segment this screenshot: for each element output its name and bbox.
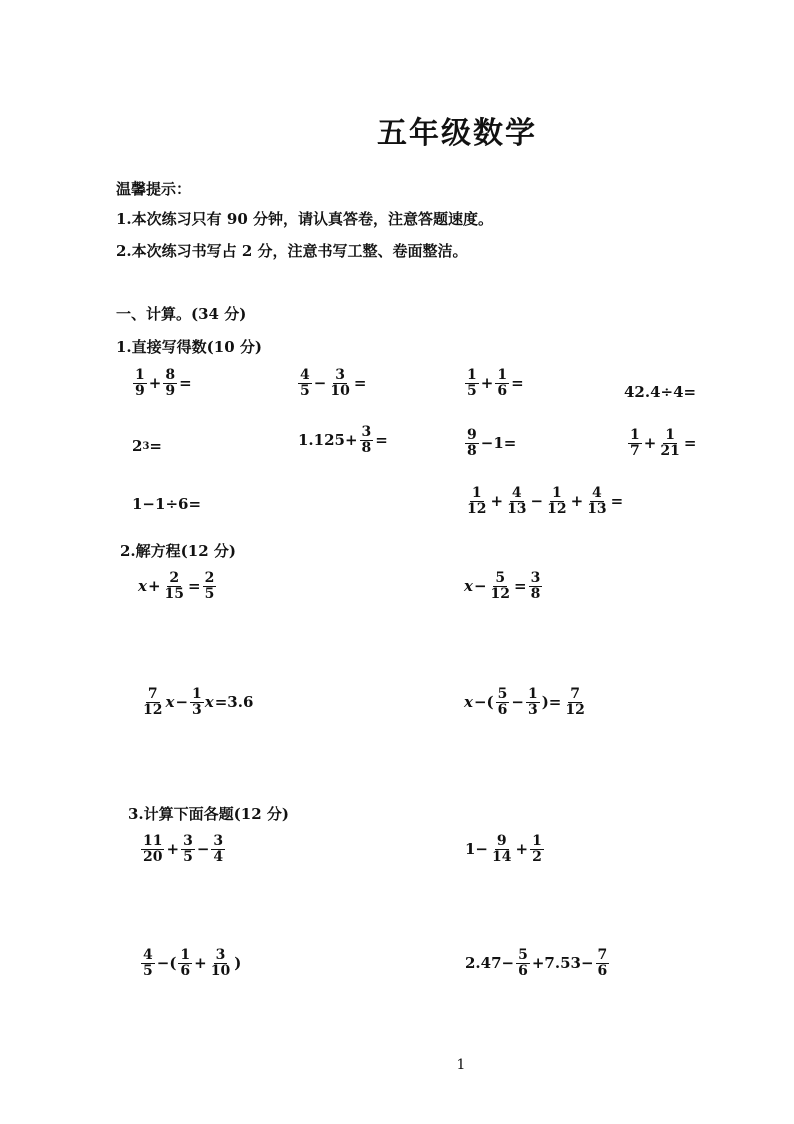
numerator: 9 xyxy=(467,427,477,443)
fraction xyxy=(211,834,225,864)
tips-heading: 温馨提示： xyxy=(116,180,192,198)
expression-prefix: 1− xyxy=(465,840,489,859)
denominator: 20 xyxy=(143,848,163,865)
fraction xyxy=(505,486,528,516)
fraction xyxy=(141,834,164,864)
fraction xyxy=(529,571,543,601)
base: 2 xyxy=(132,437,143,455)
numerator: 4 xyxy=(592,485,602,501)
denominator: 12 xyxy=(565,701,585,718)
fraction xyxy=(465,368,479,398)
operator: + xyxy=(515,840,529,859)
numerator: 1 xyxy=(467,367,477,383)
numerator: 3 xyxy=(530,570,541,586)
denominator: 5 xyxy=(300,382,310,399)
tip-line-2: 2.本次练习书写占 2 分，注意书写工整、卷面整洁。 xyxy=(116,242,468,260)
operator: −( xyxy=(156,954,177,973)
fraction xyxy=(190,687,204,717)
denominator: 12 xyxy=(490,585,511,602)
fraction xyxy=(628,428,642,458)
operator: + xyxy=(643,434,657,453)
expr-b3 xyxy=(464,428,517,458)
numerator: 7 xyxy=(570,686,580,702)
fraction xyxy=(490,834,513,864)
expression-prefix: 1.125+ xyxy=(298,431,358,450)
denominator: 21 xyxy=(660,442,680,459)
variable: x xyxy=(464,577,473,596)
operator: + xyxy=(148,374,162,393)
denominator: 12 xyxy=(143,701,163,718)
fraction xyxy=(298,368,312,398)
expr-a4 xyxy=(624,383,696,401)
denominator: 5 xyxy=(204,585,215,602)
section-1-heading: 一、计算。(34 分) xyxy=(116,305,247,323)
expression-prefix: 2.47− xyxy=(465,954,515,973)
numerator: 2 xyxy=(204,570,215,586)
operator: )= xyxy=(541,693,562,712)
expr-b4 xyxy=(627,428,697,458)
denominator: 14 xyxy=(492,848,512,865)
denominator: 7 xyxy=(630,442,640,459)
variable: x xyxy=(165,693,175,712)
denominator: 13 xyxy=(507,500,527,517)
equals-sign: = xyxy=(179,374,192,393)
denominator: 6 xyxy=(518,962,528,979)
denominator: 5 xyxy=(467,382,477,399)
fraction xyxy=(496,687,510,717)
numerator: 8 xyxy=(165,367,176,383)
part-1-heading: 1.直接写得数(10 分) xyxy=(116,338,262,356)
numerator: 1 xyxy=(551,485,562,501)
numerator: 1 xyxy=(665,427,675,443)
fraction xyxy=(585,486,608,516)
fraction xyxy=(530,834,544,864)
calc-4 xyxy=(464,948,610,978)
fraction xyxy=(596,948,610,978)
operator: + xyxy=(147,577,161,596)
operator: + xyxy=(480,374,494,393)
operator: + xyxy=(570,492,584,511)
fraction xyxy=(495,368,509,398)
fraction xyxy=(465,428,479,458)
denominator: 10 xyxy=(330,382,350,399)
fraction xyxy=(328,368,351,398)
numerator: 5 xyxy=(518,947,528,963)
numerator: 1 xyxy=(532,833,542,849)
operator: − xyxy=(511,693,524,712)
denominator: 3 xyxy=(192,701,202,718)
denominator: 6 xyxy=(180,962,191,979)
equals-sign: = xyxy=(375,431,388,450)
expr-a3 xyxy=(464,368,525,398)
expr-a1 xyxy=(132,368,193,398)
fraction xyxy=(181,834,195,864)
expr-c2 xyxy=(464,486,624,516)
numerator: 3 xyxy=(361,424,372,440)
numerator: 3 xyxy=(213,833,224,849)
denominator: 15 xyxy=(164,585,185,602)
numerator: 3 xyxy=(183,833,193,849)
denominator: 13 xyxy=(587,500,607,517)
calc-3 xyxy=(140,948,242,978)
expression-suffix: −1= xyxy=(480,434,517,453)
part-2-heading: 2.解方程(12 分) xyxy=(120,542,236,560)
fraction xyxy=(465,486,488,516)
numerator: 1 xyxy=(630,427,640,443)
denominator: 5 xyxy=(183,848,193,865)
equation-3 xyxy=(140,687,254,717)
numerator: 1 xyxy=(527,686,538,702)
numerator: 3 xyxy=(215,947,226,963)
numerator: 11 xyxy=(143,833,163,849)
operator: − xyxy=(196,840,210,859)
operator: +7.53− xyxy=(531,954,594,973)
numerator: 5 xyxy=(495,570,506,586)
variable: x xyxy=(464,693,473,712)
equation-1 xyxy=(138,571,217,601)
operator: −( xyxy=(473,693,494,712)
operator: − xyxy=(313,374,327,393)
fraction xyxy=(163,368,177,398)
denominator: 8 xyxy=(530,585,541,602)
exponent: 3 xyxy=(142,440,150,452)
numerator: 2 xyxy=(169,570,180,586)
fraction xyxy=(133,368,147,398)
equals-sign: = xyxy=(683,434,697,453)
fraction xyxy=(563,687,586,717)
denominator: 12 xyxy=(467,500,487,517)
variable: x xyxy=(204,693,214,712)
numerator: 7 xyxy=(147,686,158,702)
denominator: 6 xyxy=(597,962,608,979)
equals-sign: = xyxy=(188,577,201,596)
denominator: 5 xyxy=(143,962,153,979)
denominator: 10 xyxy=(210,962,231,979)
expression-text: 42.4÷4= xyxy=(624,383,697,401)
fraction xyxy=(141,687,164,717)
page-number: 1 xyxy=(456,1057,466,1073)
numerator: 4 xyxy=(511,485,522,501)
fraction xyxy=(178,948,192,978)
numerator: 1 xyxy=(192,686,202,702)
denominator: 6 xyxy=(497,382,508,399)
equals-sign: = xyxy=(514,577,527,596)
expression-text: 1−1÷6= xyxy=(132,495,202,513)
denominator: 12 xyxy=(547,500,567,517)
expr-a2 xyxy=(297,368,367,398)
fraction xyxy=(489,571,512,601)
fraction xyxy=(209,948,232,978)
equals-sign: = xyxy=(511,374,524,393)
numerator: 5 xyxy=(497,686,508,702)
fraction xyxy=(141,948,155,978)
denominator: 8 xyxy=(361,439,372,456)
numerator: 3 xyxy=(335,367,345,383)
numerator: 4 xyxy=(143,947,153,963)
fraction xyxy=(360,425,374,455)
numerator: 1 xyxy=(180,947,191,963)
denominator: 4 xyxy=(213,848,224,865)
expr-c1 xyxy=(132,495,201,513)
equals-sign: = xyxy=(353,374,367,393)
calc-2 xyxy=(464,834,545,864)
operator: ) xyxy=(234,954,242,973)
page-title: 五年级数学 xyxy=(377,116,537,151)
numerator: 9 xyxy=(496,833,507,849)
expr-b2 xyxy=(297,425,389,455)
operator: + xyxy=(166,840,180,859)
numerator: 4 xyxy=(300,367,310,383)
operator: − xyxy=(473,577,487,596)
calc-1 xyxy=(140,834,226,864)
equation-2 xyxy=(464,571,543,601)
denominator: 3 xyxy=(527,701,538,718)
numerator: 1 xyxy=(471,485,482,501)
operator: + xyxy=(490,492,504,511)
equals-sign: = xyxy=(149,437,162,455)
fraction xyxy=(163,571,186,601)
fraction xyxy=(516,948,530,978)
fraction xyxy=(203,571,217,601)
part-3-heading: 3.计算下面各题(12 分) xyxy=(128,805,289,823)
equals-sign: = xyxy=(610,492,624,511)
expression-suffix: =3.6 xyxy=(214,693,254,712)
denominator: 2 xyxy=(532,848,542,865)
numerator: 1 xyxy=(497,367,508,383)
denominator: 6 xyxy=(497,701,508,718)
fraction xyxy=(545,486,568,516)
numerator: 7 xyxy=(597,947,608,963)
fraction xyxy=(526,687,540,717)
tip-line-1: 1.本次练习只有 90 分钟，请认真答卷，注意答题速度。 xyxy=(116,210,493,228)
fraction xyxy=(658,428,681,458)
denominator: 9 xyxy=(135,382,145,399)
operator: + xyxy=(194,954,207,973)
numerator: 1 xyxy=(135,367,145,383)
expr-b1 xyxy=(132,437,162,455)
operator: − xyxy=(530,492,544,511)
operator: − xyxy=(175,693,189,712)
equation-4 xyxy=(464,687,588,717)
denominator: 8 xyxy=(467,442,477,459)
denominator: 9 xyxy=(165,382,176,399)
variable: x xyxy=(138,577,147,596)
